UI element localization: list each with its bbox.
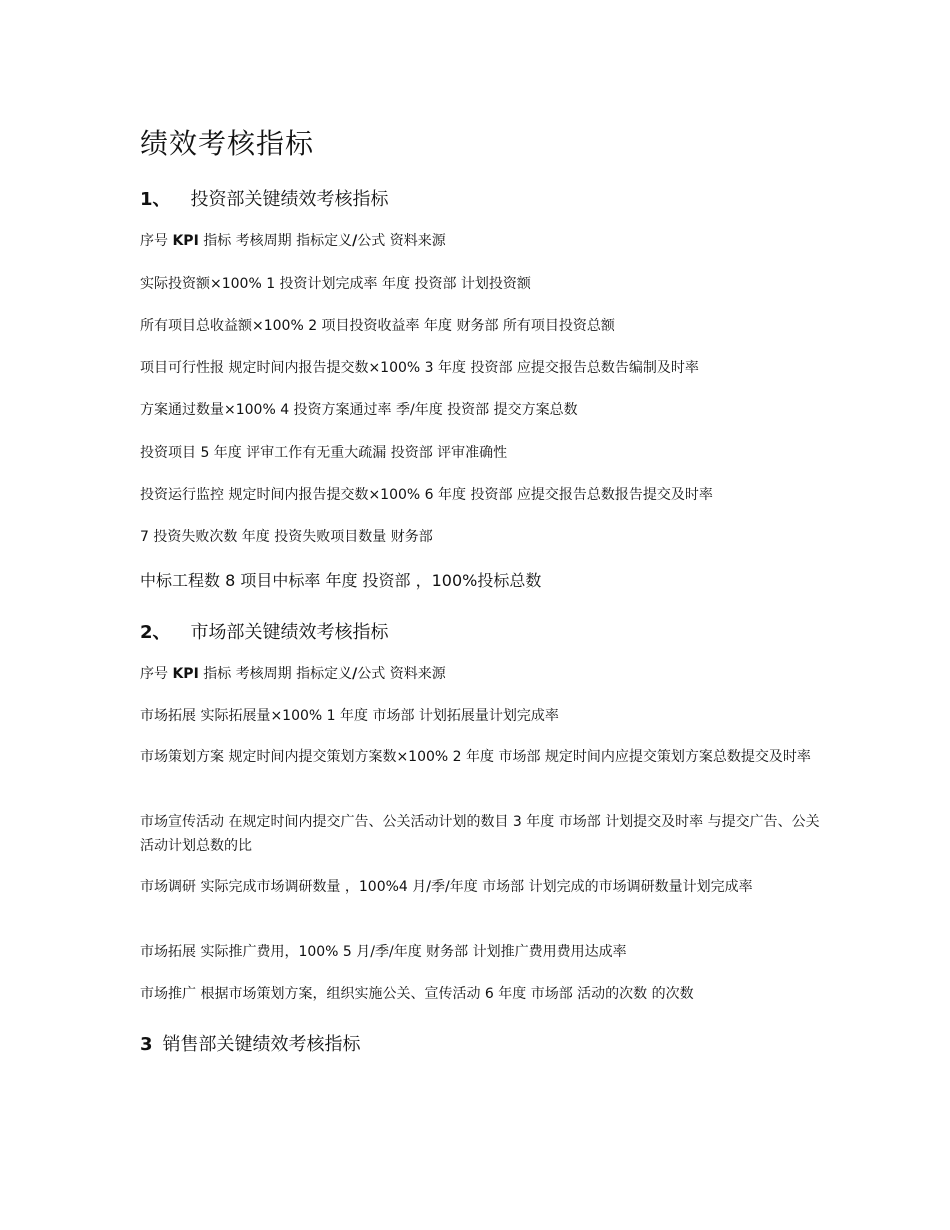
section-heading-investment	[140, 185, 389, 211]
section-number: 3	[140, 1034, 153, 1055]
table-row: 实际投资额×100% 1 投资计划完成率 年度 投资部 计划投资额	[140, 276, 531, 292]
section-heading-sales	[140, 1030, 361, 1056]
table-row: 投资项目 5 年度 评审工作有无重大疏漏 投资部 评审准确性	[140, 445, 508, 461]
table-row: 市场调研 实际完成市场调研数量 ，100%4 月/季/年度 市场部 计划完成的市场调研数量计划完成率	[140, 879, 753, 895]
header-seq: 序号	[140, 233, 168, 249]
table-row: 市场拓展 实际拓展量×100% 1 年度 市场部 计划拓展量计划完成率	[140, 708, 559, 724]
table-row: 7 投资失败次数 年度 投资失败项目数量 财务部	[140, 529, 433, 545]
header-slash: /	[352, 233, 358, 249]
table-row: 投资运行监控 规定时间内报告提交数×100% 6 年度 投资部 应提交报告总数报告提交及时率	[140, 487, 713, 503]
section-number: 2、	[140, 622, 171, 643]
table-row: 项目可行性报 规定时间内报告提交数×100% 3 年度 投资部 应提交报告总数告编制及时率	[140, 360, 699, 376]
table-row: 市场策划方案 规定时间内提交策划方案数×100% 2 年度 市场部 规定时间内应提交策划方案总数提交及时率	[140, 749, 811, 765]
header-tail: 公式 资料来源	[357, 666, 446, 682]
table-row: 方案通过数量×100% 4 投资方案通过率 季/年度 投资部 提交方案总数	[140, 402, 578, 418]
section-title: 投资部关键绩效考核指标	[190, 189, 389, 210]
header-kpi: KPI	[172, 233, 199, 249]
header-kpi: KPI	[172, 666, 199, 682]
table-row: 市场推广 根据市场策划方案，组织实施公关、宣传活动 6 年度 市场部 活动的次数 的次数	[140, 986, 694, 1002]
table-row: 中标工程数 8 项目中标率 年度 投资部 ，100%投标总数	[140, 571, 542, 590]
header-seq: 序号	[140, 666, 168, 682]
section-heading-marketing	[140, 618, 389, 644]
table-header-row	[140, 229, 820, 253]
table-row: 所有项目总收益额×100% 2 项目投资收益率 年度 财务部 所有项目投资总额	[140, 318, 615, 334]
table-header-row	[140, 662, 820, 686]
table-row: 市场宣传活动 在规定时间内提交广告、公关活动计划的数目 3 年度 市场部 计划提交及时率 与提交广告、公关活动计划总数的比	[140, 814, 820, 854]
section-title: 市场部关键绩效考核指标	[190, 622, 389, 643]
section-title: 销售部关键绩效考核指标	[162, 1034, 361, 1055]
section-number: 1、	[140, 189, 171, 210]
header-rest: 指标 考核周期 指标定义	[203, 666, 353, 682]
header-slash: /	[352, 666, 358, 682]
table-row: 市场拓展 实际推广费用，100% 5 月/季/年度 财务部 计划推广费用费用达成率	[140, 944, 627, 960]
header-tail: 公式 资料来源	[357, 233, 446, 249]
document-title: 绩效考核指标	[140, 127, 315, 160]
header-rest: 指标 考核周期 指标定义	[203, 233, 353, 249]
